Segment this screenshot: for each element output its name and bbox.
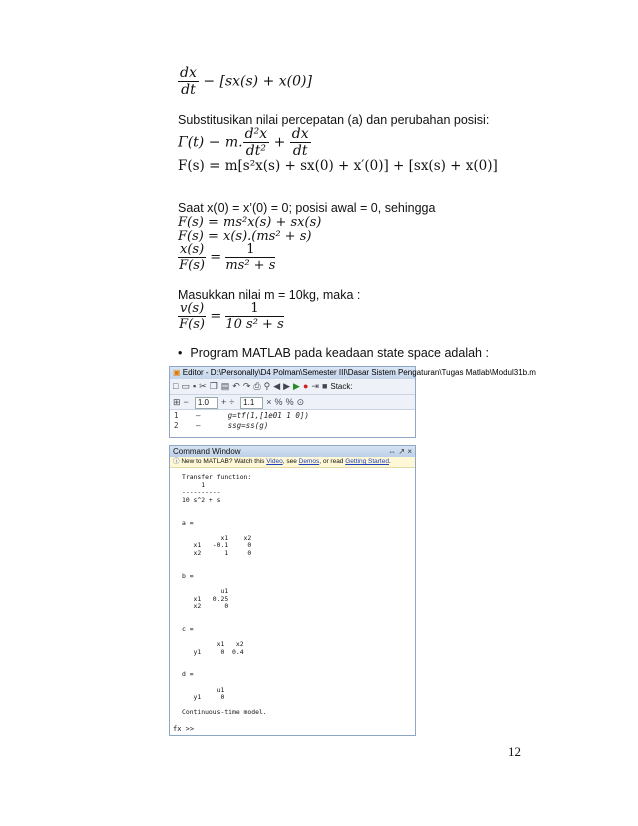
equals-sign: = xyxy=(210,309,222,324)
step-icon[interactable]: ⇥ xyxy=(311,381,319,391)
close-icon[interactable]: × xyxy=(407,447,412,456)
line-dash: – xyxy=(196,421,228,430)
line-dash: – xyxy=(196,411,228,420)
matlab-editor-window xyxy=(169,366,536,438)
code-line xyxy=(170,421,415,431)
equation-gamma xyxy=(178,127,311,158)
editor-title-bar xyxy=(170,367,536,379)
frac-num: 1 xyxy=(225,302,283,317)
editor-icon: ▣ xyxy=(173,368,183,377)
equation-prefix: Γ(t) − m. xyxy=(178,134,243,151)
frac-num: x(s) xyxy=(180,242,205,257)
paragraph-substitusi: Substitusikan nilai percepatan (a) dan perubahan posisi: xyxy=(178,113,490,127)
plus-icon[interactable]: + xyxy=(220,397,227,407)
forward-icon[interactable]: ▶ xyxy=(283,381,291,391)
frac-den: dt² xyxy=(245,143,266,159)
equation-Fs-2: F(s) = x(s).(ms² + s) xyxy=(178,229,312,244)
print-icon[interactable]: ⎙ xyxy=(253,381,261,391)
command-window-info-bar xyxy=(170,457,415,468)
redo-icon[interactable]: ↷ xyxy=(242,381,251,391)
frac-den: 10 s² + s xyxy=(225,317,284,332)
info-text: . xyxy=(388,458,391,465)
video-link[interactable]: Video xyxy=(266,458,283,465)
equation-transfer-vs xyxy=(178,302,284,331)
frac-den: F(s) xyxy=(179,317,205,332)
eval-icon[interactable]: ⊙ xyxy=(296,397,305,407)
code-text: ssg=ss(g) xyxy=(227,421,269,430)
stack-label: Stack: xyxy=(330,382,353,391)
cell-value-b[interactable]: 1.1 xyxy=(240,397,263,409)
frac-num: d²x xyxy=(244,126,268,142)
pin-icon[interactable]: ⇔ xyxy=(388,447,397,456)
editor-title: Editor - D:\Personally\D4 Polman\Semester III\Dasar Sistem Pengaturan\Tugas Matlab\Modul31b.m xyxy=(182,368,536,377)
bullet-text: Program MATLAB pada keadaan state space adalah : xyxy=(190,346,489,360)
bullet-icon: • xyxy=(178,346,183,360)
equation-transfer-xs xyxy=(178,243,275,272)
info-text: , see xyxy=(282,458,299,465)
back-icon[interactable]: ◀ xyxy=(273,381,281,391)
undo-icon[interactable]: ↶ xyxy=(232,381,240,391)
command-window-title: Command Window xyxy=(173,447,241,456)
open-folder-icon[interactable]: ▭ xyxy=(181,381,190,391)
page-number: 12 xyxy=(508,744,521,759)
copy-icon[interactable]: ❐ xyxy=(209,381,218,391)
save-icon[interactable]: ▪ xyxy=(192,381,197,391)
paragraph-kondisi-awal: Saat x(0) = x’(0) = 0; posisi awal = 0, sehingga xyxy=(178,201,436,215)
editor-toolbar xyxy=(170,379,415,395)
command-output: Transfer function: 1 ---------- 10 s^2 + s a = x1 x2 x1 -0.1 0 x2 1 0 b = u1 x1 0.25 x2 0 c = x1 x2 y1 0 0.4 d = u1 y1 0 Continuous-time model. xyxy=(182,473,267,717)
frac-den: dt xyxy=(292,143,308,159)
format-icon[interactable]: % xyxy=(274,397,283,407)
run-icon[interactable]: ▶ xyxy=(293,381,300,391)
editor-code-area[interactable] xyxy=(170,410,415,431)
cut-icon[interactable]: ✂ xyxy=(199,381,207,391)
info-text: New to MATLAB? Watch this xyxy=(181,458,267,465)
undock-icon[interactable]: ↗ xyxy=(398,447,406,456)
equation-Fs-full: F(s) = m[s²x(s) + sx(0) + x′(0)] + [sx(s) + x(0)] xyxy=(178,158,498,174)
editor-cell-toolbar xyxy=(170,395,415,410)
code-text: g=tf(1,[1e01 1 0]) xyxy=(227,411,309,420)
frac-den: ms² + s xyxy=(225,258,276,273)
code-line xyxy=(170,411,415,421)
frac-num: 1 xyxy=(225,243,275,258)
minus-icon[interactable]: − xyxy=(183,397,189,407)
plus-sign: + xyxy=(273,134,286,151)
format2-icon[interactable]: % xyxy=(285,397,294,407)
find-icon[interactable]: ⚲ xyxy=(263,381,271,391)
getting-started-link[interactable]: Getting Started xyxy=(345,458,389,465)
paste-icon[interactable]: ▤ xyxy=(220,381,230,391)
new-file-icon[interactable]: □ xyxy=(173,381,179,391)
frac-num: dx xyxy=(180,65,197,81)
window-controls xyxy=(388,446,412,457)
frac-num: v(s) xyxy=(180,301,205,316)
equation-Fs-1: F(s) = ms²x(s) + sx(s) xyxy=(178,215,322,230)
equation-dx-dt xyxy=(178,66,312,97)
frac-den: dt xyxy=(181,82,196,98)
divide-icon[interactable]: ÷ xyxy=(229,397,235,407)
equation-rhs: − [sx(s) + x(0)] xyxy=(203,73,312,90)
bullet-item-matlab xyxy=(178,346,489,360)
breakpoint-icon[interactable]: ● xyxy=(302,381,309,391)
info-text: , or read xyxy=(319,458,346,465)
paragraph-nilai-m: Masukkan nilai m = 10kg, maka : xyxy=(178,288,361,302)
frac-den: F(s) xyxy=(179,258,205,273)
command-window-title-bar xyxy=(170,446,415,457)
cell-icon[interactable]: ⊞ xyxy=(173,397,181,407)
line-number: 1 xyxy=(174,411,179,420)
close-icon[interactable]: × xyxy=(266,397,272,407)
frac-num: dx xyxy=(291,126,309,142)
stop-icon[interactable]: ■ xyxy=(321,381,328,391)
line-number: 2 xyxy=(174,421,179,430)
demos-link[interactable]: Demos xyxy=(298,458,320,465)
command-prompt[interactable]: fx >> xyxy=(173,725,195,733)
equals-sign: = xyxy=(210,250,222,265)
info-icon: ⓘ xyxy=(173,458,182,465)
matlab-command-window xyxy=(169,445,416,736)
cell-value-a[interactable]: 1.0 xyxy=(195,397,218,409)
